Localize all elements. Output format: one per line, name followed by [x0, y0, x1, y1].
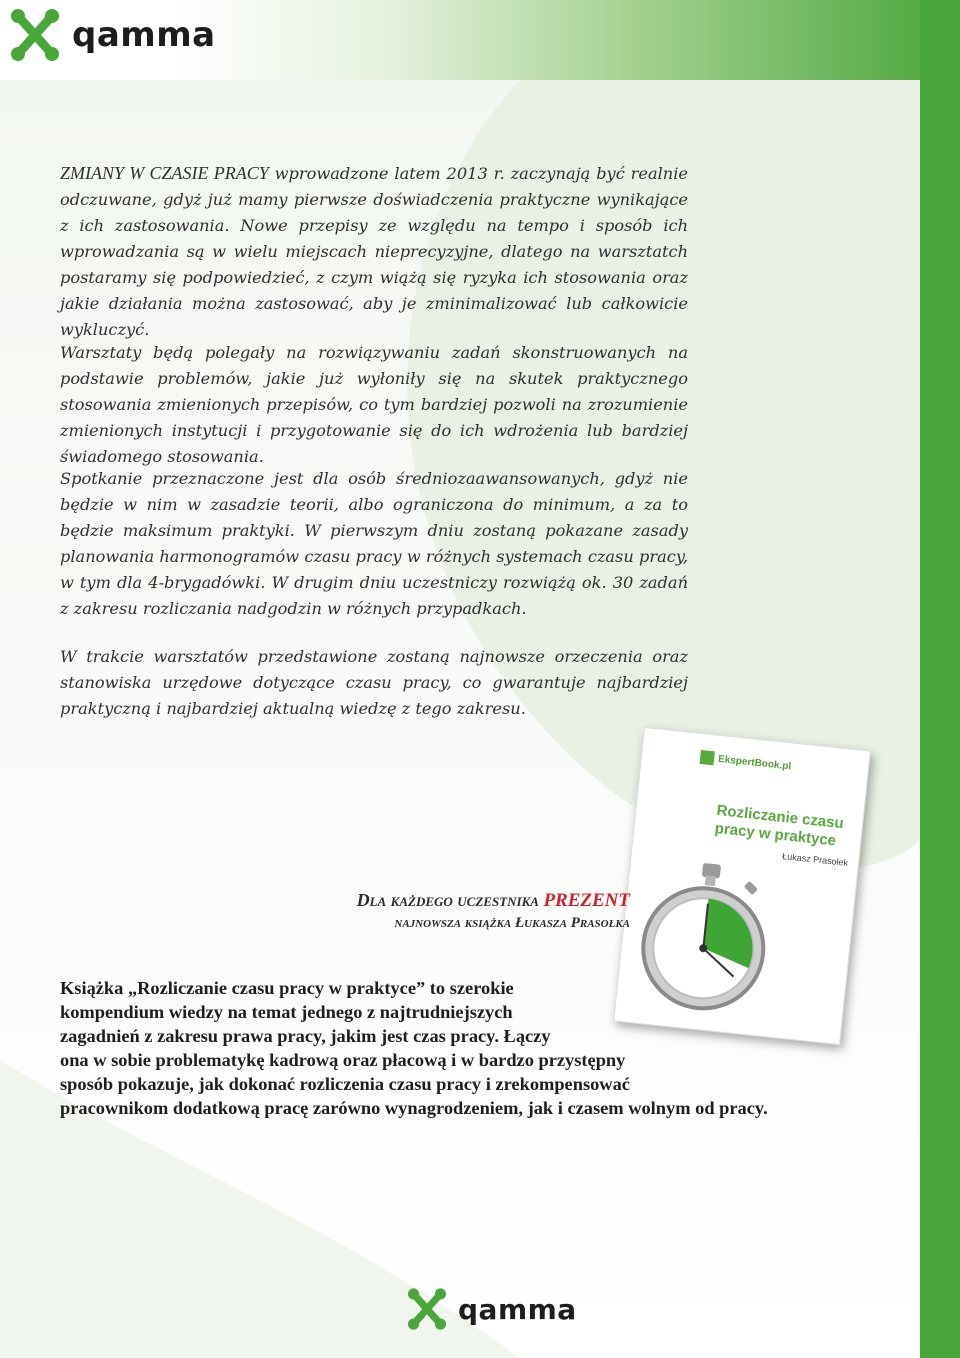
gift-line-1 — [300, 888, 630, 913]
book-author: Łukasz Prasołek — [781, 851, 849, 868]
book-description-line: sposób pokazuje, jak dokonać rozliczenia czasu pracy i zrekompensować — [60, 1074, 630, 1094]
logo-text: qamma — [72, 15, 216, 55]
right-band — [920, 0, 960, 1358]
book-brand-name: EkspertBook.pl — [717, 753, 792, 772]
gift-prefix: Dla każdego uczestnika — [356, 890, 539, 910]
gift-accent: PREZENT — [543, 890, 630, 911]
book-description-line: Książka „Rozliczanie czasu pracy w praktyce” to szerokie — [60, 978, 514, 998]
book-description-line: pracownikom dodatkową pracę zarówno wynagrodzeniem, jak i czasem wolnym od pracy. — [60, 1098, 768, 1118]
paragraph-rulings: W trakcie warsztatów przedstawione zostaną najnowsze orzeczenia oraz stanowiska urzędowe dotyczące czasu pracy, co gwarantuje najbardziej praktyczną i najbardziej aktualną wiedzę z tego zakresu. — [60, 647, 688, 718]
header-logo[interactable] — [6, 6, 216, 64]
footer-logo[interactable] — [404, 1286, 577, 1332]
intro-lead: ZMIANY W CZASIE PRACY — [60, 163, 269, 183]
book-brand — [700, 750, 792, 773]
book-description-line: ona w sobie problematykę kadrową oraz płacową i w bardzo przystępny — [60, 1050, 626, 1070]
paragraph-audience: Spotkanie przeznaczone jest dla osób średniozaawansowanych, gdyż nie będzie w nim w zasadzie teorii, albo ograniczona do minimum, a za to będzie maksimum praktyki. W pierwszym dniu zostaną pokazane zasady planowania harmonogramów czasu pracy w różnych systemach czasu pracy, w tym dla 4-brygadówki. W drugim dniu uczestniczy rozwiążą ok. 30 zadań z zakresu rozliczania nadgodzin w różnych przypadkach. — [60, 469, 688, 618]
paragraph-workshops: Warsztaty będą polegały na rozwiązywaniu zadań skonstruowanych na podstawie problemów, jakie już wyłoniły się na skutek praktycznego stosowania zmienionych przepisów, co tym bardziej pozwoli na zrozumienie zmienionych instytucji i przygotowanie się do ich wdrożenia lub bardziej świadomego stosowania. — [60, 343, 688, 466]
gift-announcement — [300, 888, 630, 933]
intro-paragraph — [60, 160, 688, 343]
book-description — [60, 976, 880, 1120]
book-description-line: kompendium wiedzy na temat jednego z najtrudniejszych — [60, 1002, 513, 1022]
book-title: Rozliczanie czasu pracy w praktyce — [713, 801, 845, 850]
gift-line-2: najnowsza książka Łukasza Prasołka — [394, 915, 630, 931]
intro-text: wprowadzone latem 2013 r. zaczynają być realnie odczuwane, gdyż już mamy pierwsze doświadczenia praktyczne wynikające z ich zastosowania. Nowe przepisy ze względu na tempo i sposób ich wprowadzania są w wielu miejscach nieprecyzyjne, dlatego na warsztatch postaramy się podpowiedzieć, z czym wiążą się ryzyka ich stosowania oraz jakie działania można zastosować, aby je zminimalizować lub całkowicie wykluczyć. — [60, 164, 688, 339]
book-brand-icon — [700, 750, 715, 765]
logo-text: qamma — [458, 1292, 577, 1326]
book-description-line: zagadnień z zakresu prawa pracy, jakim jest czas pracy. Łączy — [60, 1026, 551, 1046]
qamma-mark-icon — [6, 6, 64, 64]
qamma-mark-icon — [404, 1286, 450, 1332]
